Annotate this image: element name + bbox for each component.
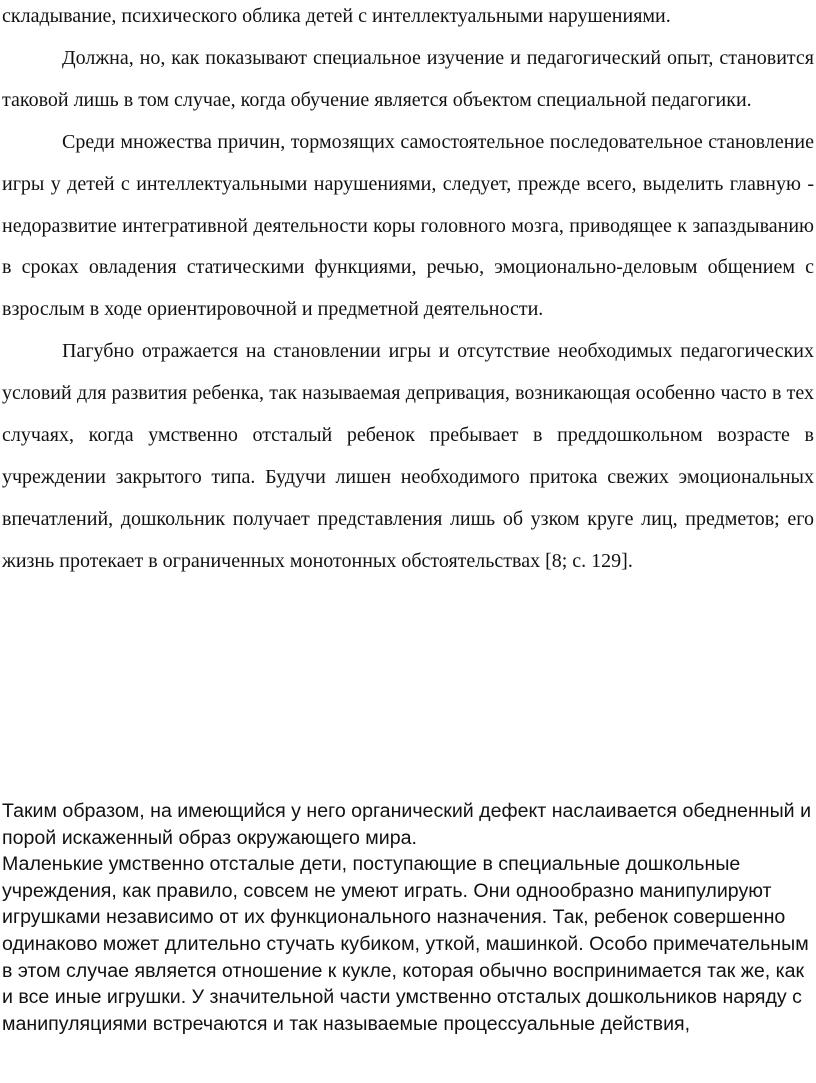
- paragraph: Таким образом, на имеющийся у него органический дефект наслаивается обедненный и порой искаженный образ окружающего мира.: [2, 800, 812, 849]
- paragraph: Пагубно отражается на становлении игры и отсутствие необходимых педагогических условий для развития ребенка, так называемая депривация, возникающая особенно часто в тех случаях, когда умственно отсталый ребенок пребывает в преддошкольном возрасте в учреждении закрытого типа. Будучи лишен необходимого притока свежих эмоциональных впечатлений, дошкольник получает представления лишь об узком круге лиц, предметов; его жизнь протекает в ограниченных монотонных обстоятельствах [8; с. 129].: [2, 340, 814, 572]
- sans-text-block: [2, 798, 814, 1037]
- serif-text-block: [2, 0, 814, 583]
- paragraph: Маленькие умственно отсталые дети, поступающие в специальные дошкольные учреждения, как правило, совсем не умеют играть. Они однообразно манипулируют игрушками независимо от их функционального назначения. Так, ребенок совершенно одинаково может длительно стучать кубиком, уткой, машинкой. Особо примечательным в этом случае является отношение к кукле, которая обычно воспринимается так же, как и все иные игрушки. У значительной части умственно отсталых дошкольников наряду с манипуляциями встречаются и так называемые процессуальные действия,: [2, 853, 809, 1035]
- paragraph: Среди множества причин, тормозящих самостоятельное последовательное становление игры у детей с интеллектуальными нарушениями, следует, прежде всего, выделить главную - недоразвитие интегративной деятельности коры головного мозга, приводящее к запаздыванию в сроках овладения статическими функциями, речью, эмоционально-деловым общением с взрослым в ходе ориентировочной и предметной деятельности.: [2, 130, 814, 321]
- paragraph: Должна, но, как показывают специальное изучение и педагогический опыт, становится таковой лишь в том случае, когда обучение является объектом специальной педагогики.: [2, 46, 814, 111]
- paragraph-continuation: складывание, психического облика детей с интеллектуальными нарушениями.: [2, 5, 671, 27]
